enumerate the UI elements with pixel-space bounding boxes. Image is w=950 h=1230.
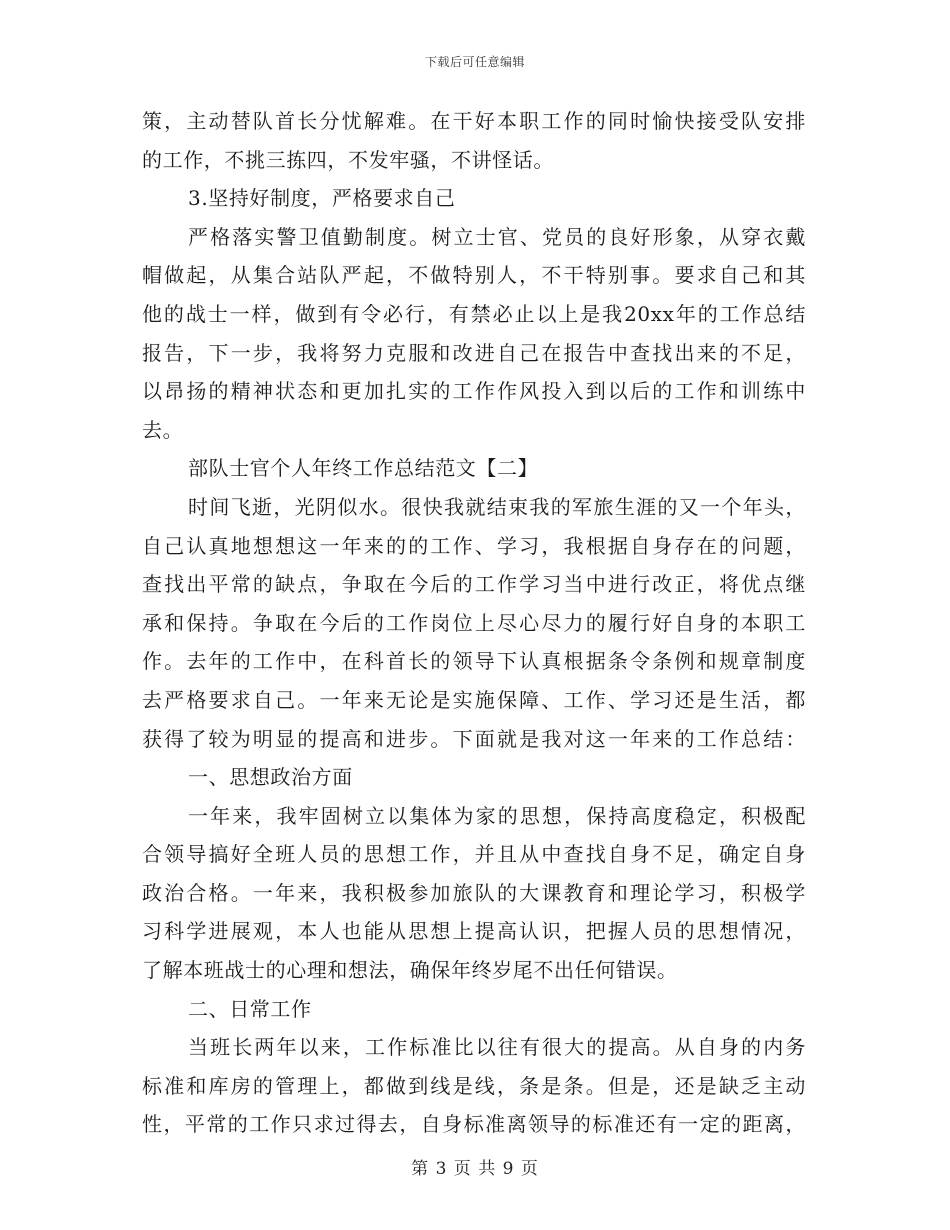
text-line: 帽做起，从集合站队严起，不做特别人，不干特别事。要求自己和其 [142, 263, 806, 288]
text-line: 合领导搞好全班人员的思想工作，并且从中查找自身不足，确定自身 [142, 842, 806, 867]
text-line: 他的战士一样，做到有令必行，有禁必止以上是我20xx年的工作总结 [142, 301, 806, 326]
text-line: 时间飞逝，光阴似水。很快我就结束我的军旅生涯的又一个年头， [188, 494, 806, 519]
text-line: 去严格要求自己。一年来无论是实施保障、工作、学习还是生活，都 [142, 687, 806, 712]
text-line: 性，平常的工作只求过得去，自身标准离领导的标准还有一定的距离， [142, 1112, 806, 1137]
page-footer-number: 第 3 页 共 9 页 [411, 1159, 539, 1179]
text-line: 策，主动替队首长分忧解难。在干好本职工作的同时愉快接受队安排 [142, 109, 806, 133]
text-line: 标准和库房的管理上，都做到线是线，条是条。但是，还是缺乏主动 [142, 1073, 806, 1098]
text-line: 去。 [142, 417, 184, 442]
text-line: 二、日常工作 [188, 996, 312, 1021]
text-line: 严格落实警卫值勤制度。树立士官、党员的良好形象，从穿衣戴 [188, 224, 806, 249]
text-line: 一年来，我牢固树立以集体为家的思想，保持高度稳定，积极配 [188, 803, 806, 828]
text-line: 承和保持。争取在今后的工作岗位上尽心尽力的履行好自身的本职工 [142, 610, 806, 635]
text-line: 自己认真地想想这一年来的的工作、学习，我根据自身存在的问题， [142, 533, 806, 558]
page-header-note: 下载后可任意编辑 [424, 55, 525, 69]
text-line: 获得了较为明显的提高和进步。下面就是我对这一年来的工作总结： [142, 726, 806, 751]
text-line: 报告，下一步，我将努力克服和改进自己在报告中查找出来的不足， [142, 340, 806, 365]
document-body [142, 102, 806, 1144]
text-line: 习科学进展观，本人也能从思想上提高认识，把握人员的思想情况， [142, 919, 806, 944]
text-line: 查找出平常的缺点，争取在今后的工作学习当中进行改正，将优点继 [142, 572, 806, 597]
text-line: 3.坚持好制度，严格要求自己 [188, 186, 456, 211]
text-line: 以昂扬的精神状态和更加扎实的工作作风投入到以后的工作和训练中 [142, 379, 806, 404]
text-line: 作。去年的工作中，在科首长的领导下认真根据条令条例和规章制度 [142, 649, 806, 674]
text-line: 了解本班战士的心理和想法，确保年终岁尾不出任何错误。 [142, 958, 678, 983]
text-line: 部队士官个人年终工作总结范文【二】 [188, 456, 539, 481]
text-line: 的工作，不挑三拣四，不发牢骚，不讲怪话。 [142, 147, 554, 172]
text-line: 政治合格。一年来，我积极参加旅队的大课教育和理论学习，积极学 [142, 880, 806, 905]
text-line: 当班长两年以来，工作标准比以往有很大的提高。从自身的内务 [188, 1035, 806, 1060]
text-line: 一、思想政治方面 [188, 765, 353, 790]
